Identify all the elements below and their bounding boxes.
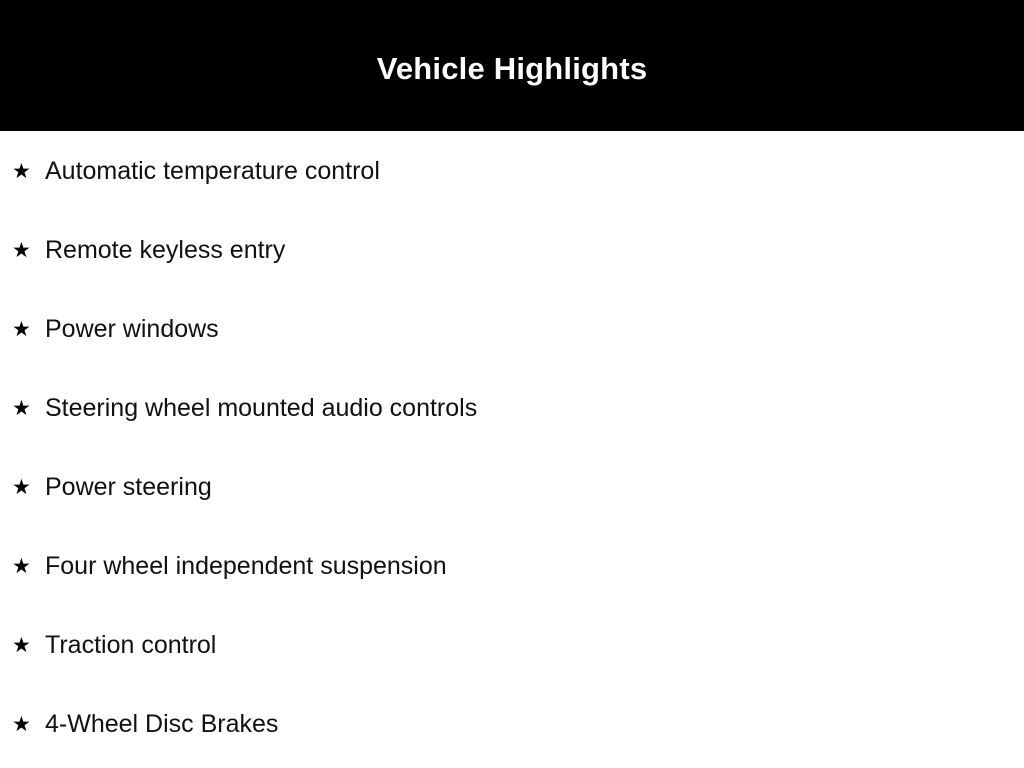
- feature-label: Power steering: [45, 473, 212, 501]
- feature-label: 4-Wheel Disc Brakes: [45, 710, 279, 738]
- list-item: [12, 159, 1024, 184]
- list-item: [12, 554, 1024, 579]
- feature-label: Four wheel independent suspension: [45, 552, 447, 580]
- list-item: [12, 317, 1024, 342]
- star-icon: ★: [12, 160, 31, 183]
- star-icon: ★: [12, 476, 31, 499]
- list-item: [12, 238, 1024, 263]
- list-item: [12, 633, 1024, 658]
- star-icon: ★: [12, 397, 31, 420]
- star-icon: ★: [12, 555, 31, 578]
- feature-label: Automatic temperature control: [45, 157, 380, 185]
- highlights-list: [0, 131, 1024, 737]
- list-item: [12, 712, 1024, 737]
- header-banner: [0, 0, 1024, 131]
- list-item: [12, 396, 1024, 421]
- star-icon: ★: [12, 713, 31, 736]
- list-item: [12, 475, 1024, 500]
- star-icon: ★: [12, 239, 31, 262]
- star-icon: ★: [12, 318, 31, 341]
- feature-label: Traction control: [45, 631, 217, 659]
- star-icon: ★: [12, 634, 31, 657]
- page-title: Vehicle Highlights: [376, 50, 648, 86]
- feature-label: Power windows: [45, 315, 219, 343]
- feature-label: Remote keyless entry: [45, 236, 286, 264]
- feature-label: Steering wheel mounted audio controls: [45, 394, 478, 422]
